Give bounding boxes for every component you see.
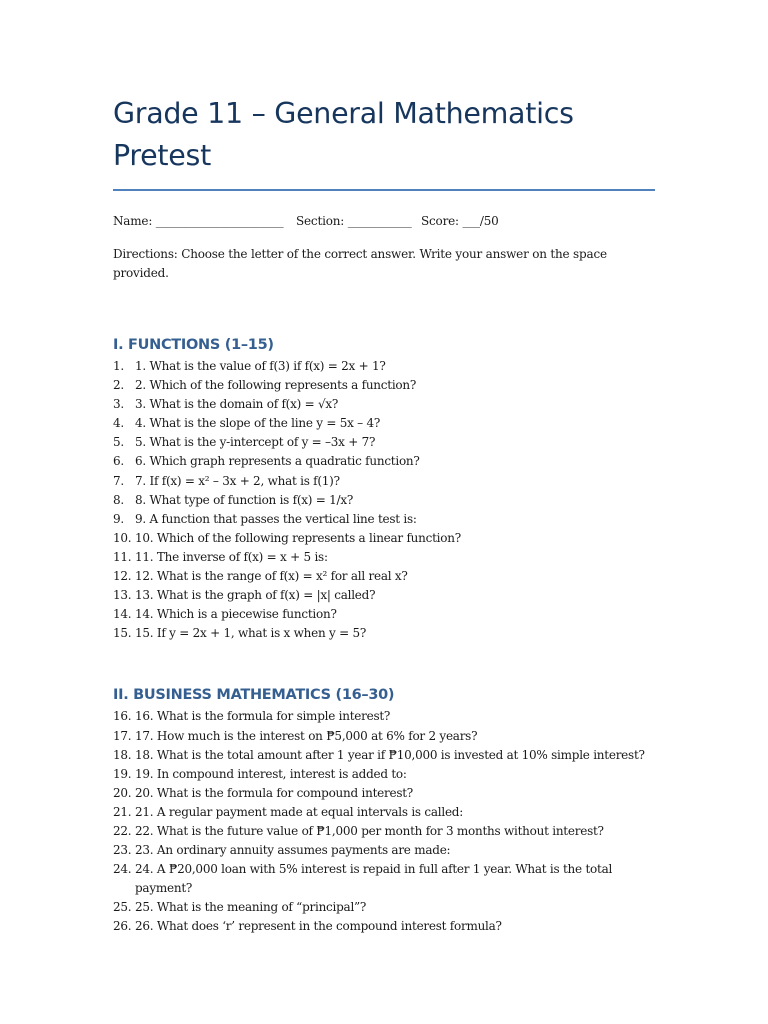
question-text: 1. What is the value of f(3) if f(x) = 2x + 1?	[135, 359, 386, 373]
question-text: 13. What is the graph of f(x) = |x| called?	[135, 588, 376, 603]
question-item	[113, 898, 658, 917]
question-item	[113, 491, 658, 510]
title-line-1: Grade 11 – General Mathematics	[113, 97, 574, 130]
question-text: 20. What is the formula for compound interest?	[135, 785, 413, 800]
question-text: 4. What is the slope of the line y = 5x – 4?	[135, 416, 381, 431]
question-number: 25.	[113, 900, 132, 915]
question-text: 24. A ₱20,000 loan with 5% interest is repaid in full after 1 year. What is the total payment?	[135, 862, 613, 896]
question-item	[113, 727, 658, 746]
question-number: 18.	[113, 747, 132, 762]
name-field: Name: ______________________	[113, 214, 284, 228]
question-item	[113, 784, 658, 803]
question-item	[113, 433, 658, 452]
question-text: 21. A regular payment made at equal intervals is called:	[135, 804, 464, 819]
question-number: 4.	[113, 416, 124, 431]
question-text: 18. What is the total amount after 1 year if ₱10,000 is invested at 10% simple interest?	[135, 747, 645, 762]
score-field: Score: ___/50	[421, 214, 499, 228]
question-item	[113, 357, 658, 376]
question-text: 22. What is the future value of ₱1,000 per month for 3 months without interest?	[135, 823, 604, 838]
question-number: 5.	[113, 435, 124, 450]
question-number: 6.	[113, 454, 124, 469]
question-number: 19.	[113, 766, 132, 781]
section-heading-business-math: II. BUSINESS MATHEMATICS (16–30)	[113, 687, 395, 704]
title-line-2: Pretest	[113, 139, 211, 172]
question-item	[113, 586, 658, 605]
question-text: 25. What is the meaning of “principal”?	[135, 900, 367, 915]
question-item	[113, 548, 658, 567]
question-item	[113, 803, 658, 822]
question-text: 17. How much is the interest on ₱5,000 at 6% for 2 years?	[135, 728, 478, 743]
title-divider	[113, 189, 655, 191]
question-item	[113, 529, 658, 548]
question-number: 17.	[113, 728, 132, 743]
question-item	[113, 376, 658, 395]
question-number: 21.	[113, 804, 132, 819]
question-text: 7. If f(x) = x² – 3x + 2, what is f(1)?	[135, 473, 340, 488]
question-number: 20.	[113, 785, 132, 800]
page-title	[113, 0, 658, 177]
question-text: 19. In compound interest, interest is added to:	[135, 766, 407, 781]
question-item	[113, 746, 655, 765]
section-heading-functions: I. FUNCTIONS (1–15)	[113, 337, 274, 353]
question-text: 14. Which is a piecewise function?	[135, 607, 337, 622]
question-number: 15.	[113, 626, 132, 641]
question-item	[113, 841, 658, 860]
question-item	[113, 414, 658, 433]
question-number: 14.	[113, 607, 132, 622]
business-math-question-list	[113, 707, 658, 936]
question-text: 6. Which graph represents a quadratic function?	[135, 454, 420, 469]
section-field: Section: ___________	[296, 214, 412, 228]
question-number: 3.	[113, 397, 124, 412]
question-text: 10. Which of the following represents a linear function?	[135, 530, 461, 545]
question-number: 12.	[113, 569, 132, 584]
question-number: 10.	[113, 530, 132, 545]
question-text: 3. What is the domain of f(x) = √x?	[135, 397, 339, 412]
question-number: 26.	[113, 919, 132, 934]
question-item	[113, 567, 658, 586]
question-text: 12. What is the range of f(x) = x² for all real x?	[135, 569, 408, 584]
question-number: 7.	[113, 473, 124, 488]
question-text: 16. What is the formula for simple interest?	[135, 709, 391, 724]
question-number: 1.	[113, 359, 124, 373]
question-number: 22.	[113, 823, 132, 838]
document-page	[113, 0, 658, 937]
functions-question-list	[113, 357, 658, 643]
question-item	[113, 452, 658, 471]
question-number: 2.	[113, 378, 124, 393]
question-number: 16.	[113, 709, 132, 724]
question-text: 9. A function that passes the vertical line test is:	[135, 511, 417, 526]
question-text: 8. What type of function is f(x) = 1/x?	[135, 492, 354, 507]
question-item	[113, 860, 655, 898]
question-item	[113, 765, 658, 784]
question-text: 23. An ordinary annuity assumes payments are made:	[135, 843, 451, 858]
question-text: 26. What does ‘r’ represent in the compound interest formula?	[135, 919, 502, 934]
question-number: 23.	[113, 843, 132, 858]
question-item	[113, 917, 658, 936]
question-number: 24.	[113, 862, 132, 877]
question-item	[113, 472, 658, 491]
question-item	[113, 510, 658, 529]
student-info-line	[113, 213, 658, 229]
question-number: 9.	[113, 511, 124, 526]
question-number: 13.	[113, 588, 132, 603]
question-item	[113, 707, 658, 726]
question-item	[113, 624, 658, 643]
question-item	[113, 605, 658, 624]
question-text: 5. What is the y-intercept of y = –3x + 7?	[135, 435, 376, 450]
question-text: 15. If y = 2x + 1, what is x when y = 5?	[135, 626, 367, 641]
directions-text: Directions: Choose the letter of the correct answer. Write your answer on the space provided.	[113, 247, 607, 280]
question-text: 11. The inverse of f(x) = x + 5 is:	[135, 549, 328, 564]
question-text: 2. Which of the following represents a function?	[135, 378, 417, 393]
question-item	[113, 822, 658, 841]
question-item	[113, 395, 658, 414]
question-number: 11.	[113, 549, 132, 564]
question-number: 8.	[113, 492, 124, 507]
